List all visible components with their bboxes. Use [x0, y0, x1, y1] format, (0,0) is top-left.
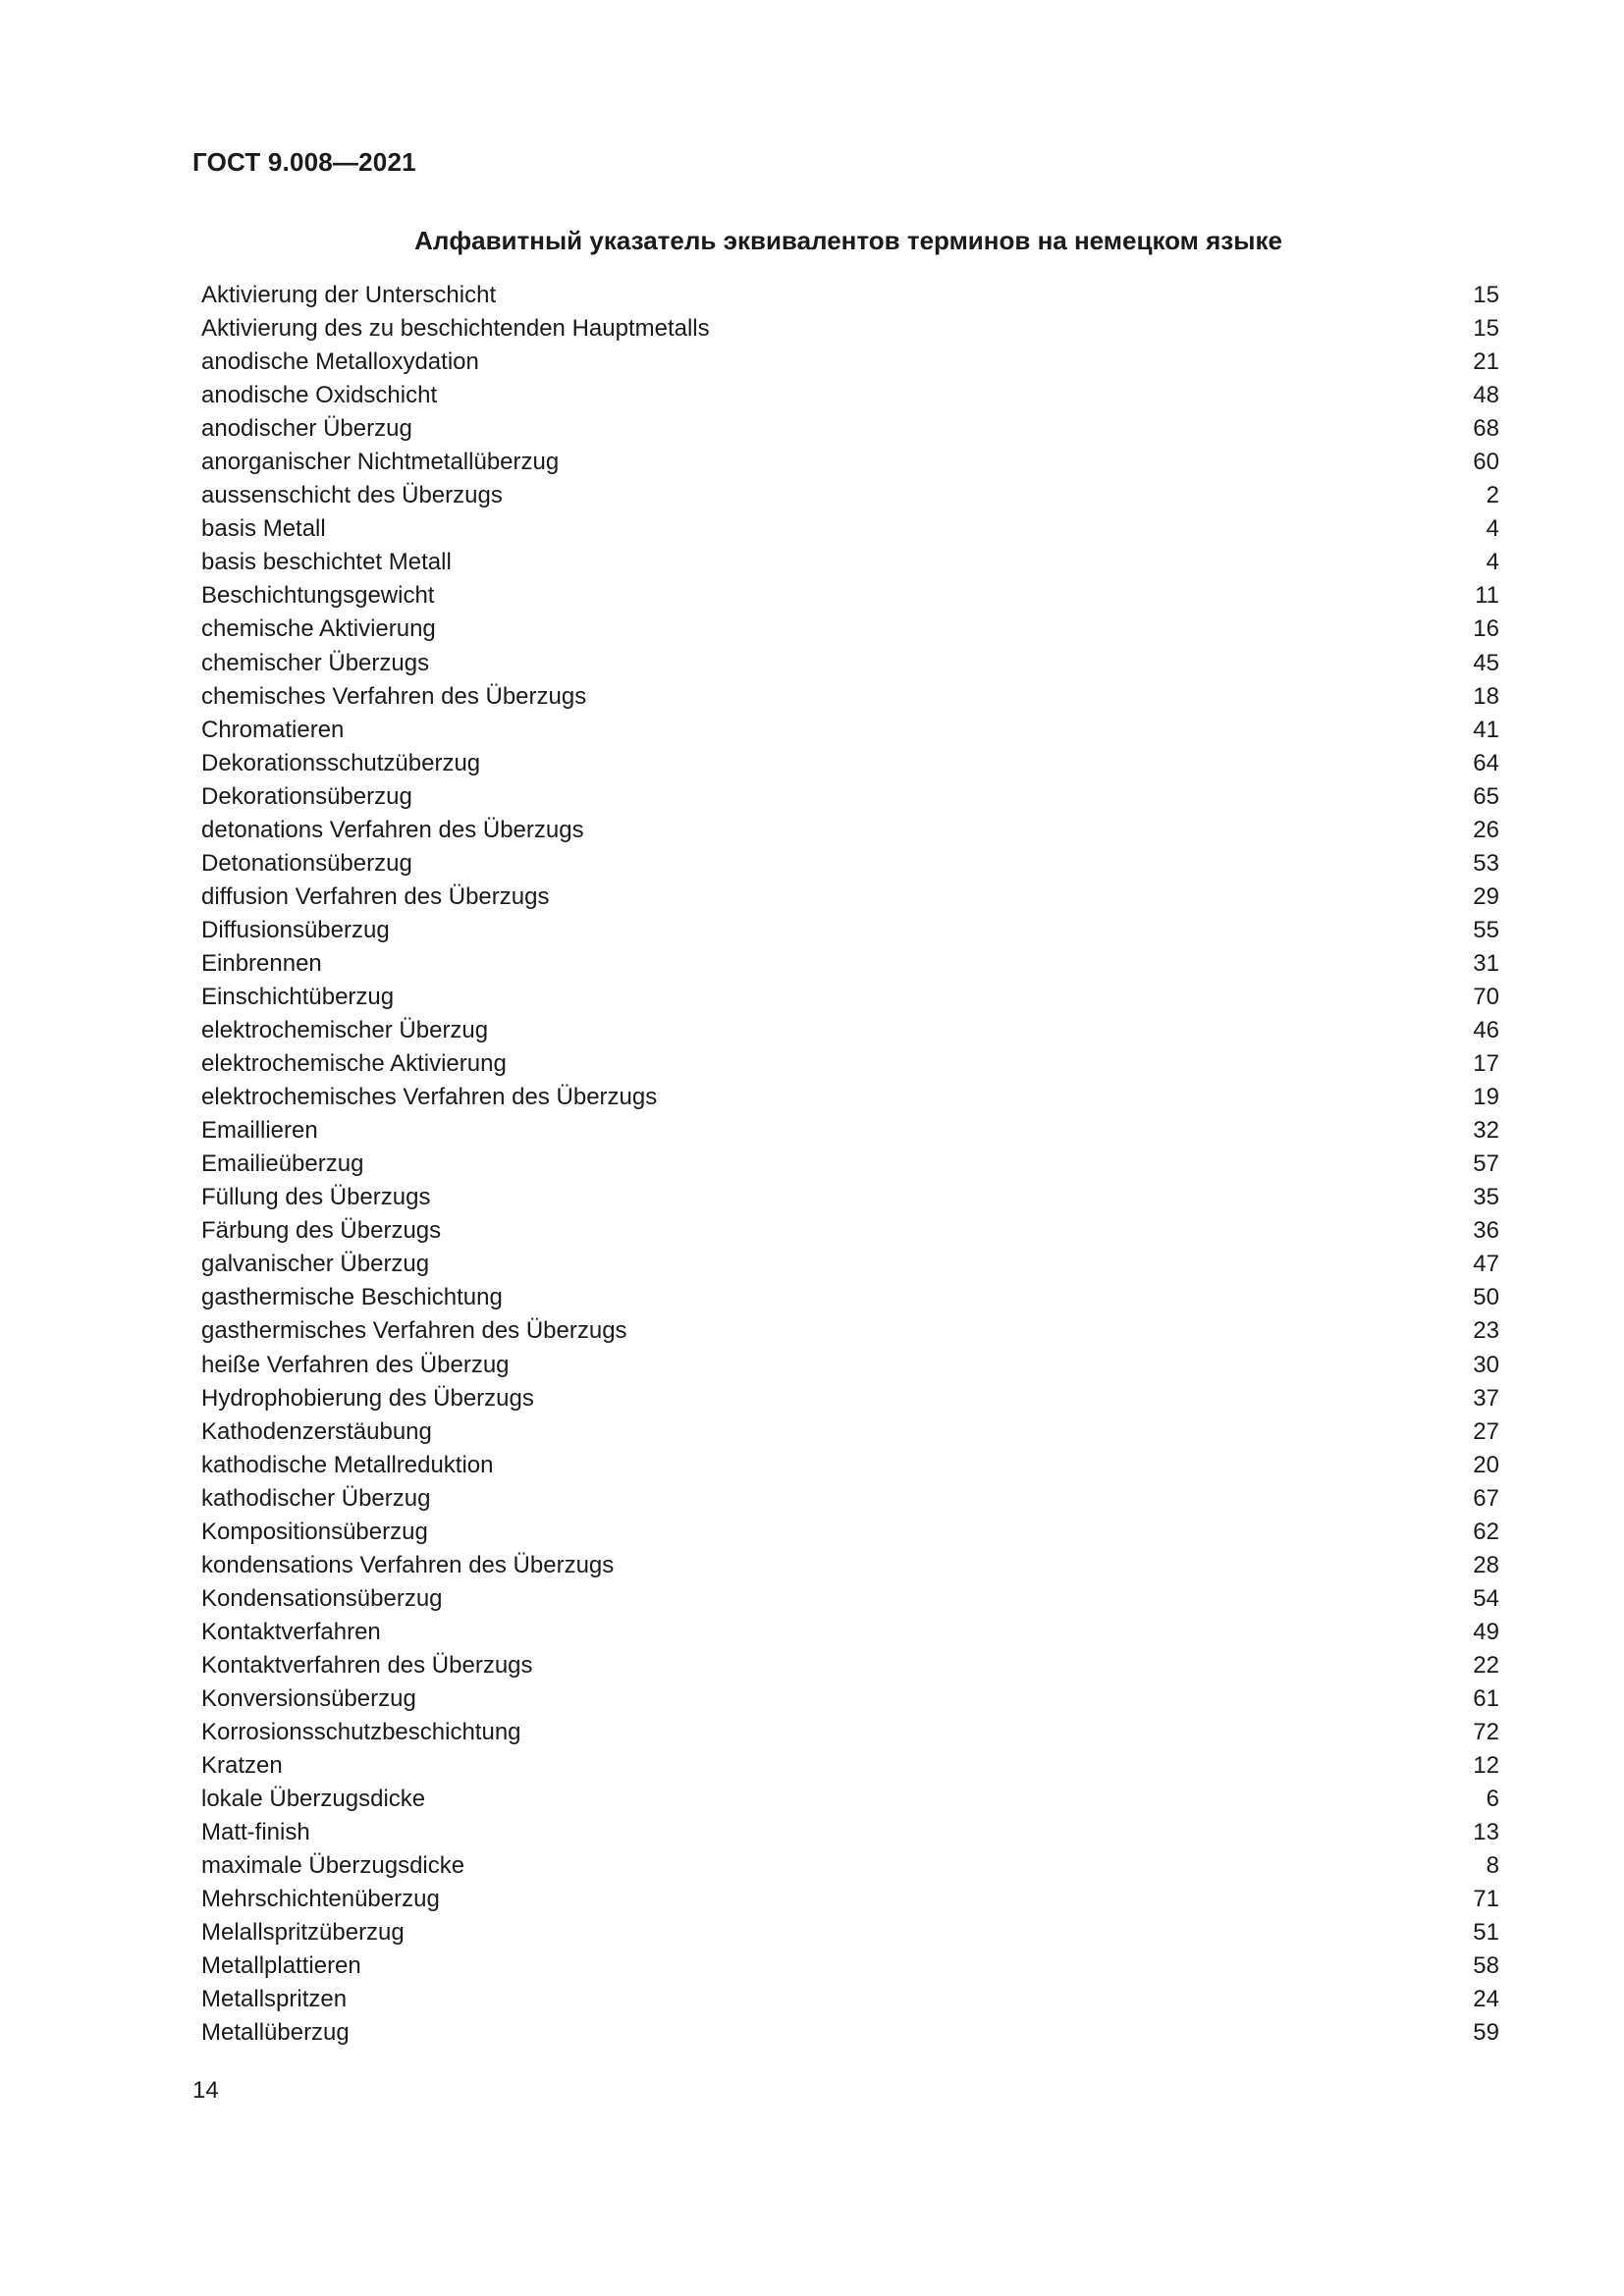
index-entry — [201, 1582, 1499, 1616]
index-term: Metallüberzug — [201, 2019, 350, 2047]
index-term: Kratzen — [201, 1752, 283, 1780]
index-term: kathodischer Überzug — [201, 1484, 431, 1512]
index-term: basis beschichtet Metall — [201, 549, 452, 576]
index-term-number: 70 — [1473, 983, 1499, 1010]
index-entry — [201, 546, 1499, 579]
index-term: Kontaktverfahren des Überzugs — [201, 1651, 533, 1679]
index-entry — [201, 1783, 1499, 1816]
index-term-number: 50 — [1473, 1284, 1499, 1311]
index-entry — [201, 1516, 1499, 1549]
index-term: diffusion Verfahren des Überzugs — [201, 882, 550, 910]
index-term-number: 4 — [1486, 549, 1499, 576]
index-term: Metallspritzen — [201, 1986, 348, 2013]
index-entry — [201, 1482, 1499, 1516]
index-entry — [201, 947, 1499, 981]
index-term-number: 21 — [1473, 348, 1499, 376]
index-term: Färbung des Überzugs — [201, 1217, 442, 1245]
index-term-number: 12 — [1473, 1752, 1499, 1780]
index-term-number: 55 — [1473, 916, 1499, 943]
index-term-number: 67 — [1473, 1484, 1499, 1512]
index-term-number: 36 — [1473, 1217, 1499, 1245]
index-term: Chromatieren — [201, 716, 345, 743]
index-entry — [201, 1616, 1499, 1649]
index-entry — [201, 1949, 1499, 1983]
index-entry — [201, 1114, 1499, 1148]
index-term: Aktivierung des zu beschichtenden Hauptmetalls — [201, 315, 710, 343]
index-entry — [201, 379, 1499, 412]
index-term-number: 11 — [1475, 582, 1499, 610]
index-entry — [201, 2016, 1499, 2050]
standard-code: ГОСТ 9.008—2021 — [192, 147, 416, 177]
index-term: anorganischer Nichtmetallüberzug — [201, 449, 560, 476]
index-term-number: 8 — [1486, 1852, 1499, 1880]
index-term: anodische Metalloxydation — [201, 348, 479, 376]
index-term-number: 46 — [1473, 1017, 1499, 1044]
index-term-number: 24 — [1473, 1986, 1499, 2013]
index-term-number: 2 — [1486, 482, 1499, 509]
index-term-number: 62 — [1473, 1518, 1499, 1545]
index-term-number: 28 — [1473, 1551, 1499, 1578]
index-entry — [201, 647, 1499, 680]
index-entry — [201, 1415, 1499, 1449]
index-entry — [201, 446, 1499, 479]
index-term-number: 26 — [1473, 816, 1499, 843]
index-entry — [201, 1716, 1499, 1749]
index-term: Dekorationsschutzüberzug — [201, 749, 481, 776]
page-number: 14 — [192, 2077, 219, 2104]
index-term: Mehrschichtenüberzug — [201, 1886, 440, 1913]
index-term-number: 49 — [1473, 1618, 1499, 1645]
index-entry — [201, 1382, 1499, 1415]
index-term: Beschichtungsgewicht — [201, 582, 435, 610]
index-term: Kompositionsüberzug — [201, 1518, 428, 1545]
index-term-number: 13 — [1473, 1819, 1499, 1846]
index-entry — [201, 1181, 1499, 1214]
index-term-number: 18 — [1473, 682, 1499, 710]
index-term-number: 27 — [1473, 1417, 1499, 1445]
index-term-number: 23 — [1473, 1317, 1499, 1345]
index-term: anodische Oxidschicht — [201, 382, 438, 409]
index-term: heiße Verfahren des Überzug — [201, 1351, 510, 1378]
index-term-number: 30 — [1473, 1351, 1499, 1378]
index-entry — [201, 1682, 1499, 1716]
index-term: elektrochemische Aktivierung — [201, 1050, 507, 1078]
index-term-number: 72 — [1473, 1719, 1499, 1746]
index-term: Kontaktverfahren — [201, 1618, 381, 1645]
index-term-number: 68 — [1473, 415, 1499, 443]
index-entry — [201, 747, 1499, 780]
index-term: lokale Überzugsdicke — [201, 1786, 426, 1813]
index-title: Алфавитный указатель эквивалентов терминов на немецком языке — [414, 226, 1282, 255]
index-entry — [201, 1148, 1499, 1181]
index-term-number: 31 — [1473, 949, 1499, 977]
index-entry — [201, 1349, 1499, 1382]
index-entry — [201, 1047, 1499, 1081]
index-entry — [201, 981, 1499, 1014]
index-entry — [201, 1314, 1499, 1348]
index-term: Dekorationsüberzug — [201, 782, 412, 810]
index-term: gasthermisches Verfahren des Überzugs — [201, 1317, 627, 1345]
index-term: chemischer Überzugs — [201, 649, 430, 676]
index-term-number: 20 — [1473, 1451, 1499, 1478]
index-term: Detonationsüberzug — [201, 849, 412, 877]
index-entry — [201, 1749, 1499, 1783]
index-term: kondensations Verfahren des Überzugs — [201, 1551, 615, 1578]
index-term: kathodische Metallreduktion — [201, 1451, 494, 1478]
index-term: elektrochemisches Verfahren des Überzugs — [201, 1084, 658, 1111]
index-term-number: 32 — [1473, 1117, 1499, 1145]
index-term-number: 19 — [1473, 1084, 1499, 1111]
index-term-number: 37 — [1473, 1384, 1499, 1412]
index-entry — [201, 680, 1499, 714]
index-term-number: 65 — [1473, 782, 1499, 810]
index-term-number: 51 — [1473, 1919, 1499, 1947]
index-term: aussenschicht des Überzugs — [201, 482, 503, 509]
index-term-number: 59 — [1473, 2019, 1499, 2047]
index-term: Korrosionsschutzbeschichtung — [201, 1719, 521, 1746]
index-term-number: 29 — [1473, 882, 1499, 910]
index-entry — [201, 412, 1499, 446]
index-term: Melallspritzüberzug — [201, 1919, 405, 1947]
index-entry — [201, 1449, 1499, 1482]
index-term-number: 15 — [1473, 282, 1499, 308]
index-term: Füllung des Überzugs — [201, 1184, 431, 1211]
index-entry — [201, 881, 1499, 914]
index-entry — [201, 1081, 1499, 1114]
index-term-number: 6 — [1486, 1786, 1499, 1813]
index-term: Aktivierung der Unterschicht — [201, 282, 497, 308]
index-entry — [201, 1916, 1499, 1949]
index-term-number: 17 — [1473, 1050, 1499, 1078]
index-entry — [201, 1883, 1499, 1916]
index-term: Einschichtüberzug — [201, 983, 395, 1010]
index-term: Matt-finish — [201, 1819, 310, 1846]
index-entry — [201, 814, 1499, 847]
index-term: anodischer Überzug — [201, 415, 412, 443]
index-term-number: 16 — [1473, 615, 1499, 643]
index-term: maximale Überzugsdicke — [201, 1852, 465, 1880]
index-term: chemisches Verfahren des Überzugs — [201, 682, 587, 710]
index-entry — [201, 780, 1499, 814]
index-term: Emaillieren — [201, 1117, 318, 1145]
index-entry — [201, 1649, 1499, 1682]
index-term-number: 53 — [1473, 849, 1499, 877]
index-term: Kathodenzerstäubung — [201, 1417, 432, 1445]
index-entry — [201, 1983, 1499, 2016]
index-term-number: 57 — [1473, 1150, 1499, 1178]
index-entry — [201, 714, 1499, 747]
index-term: elektrochemischer Überzug — [201, 1017, 489, 1044]
index-term: Einbrennen — [201, 949, 322, 977]
index-term-number: 41 — [1473, 716, 1499, 743]
index-term-number: 48 — [1473, 382, 1499, 409]
index-term-number: 47 — [1473, 1251, 1499, 1278]
index-entry — [201, 613, 1499, 646]
index-entry — [201, 1248, 1499, 1281]
index-term: detonations Verfahren des Überzugs — [201, 816, 584, 843]
index-entry — [201, 914, 1499, 947]
index-entry — [201, 312, 1499, 346]
index-term: Kondensationsüberzug — [201, 1584, 443, 1612]
index-entry — [201, 1549, 1499, 1582]
index-term: Hydrophobierung des Überzugs — [201, 1384, 534, 1412]
index-term: gasthermische Beschichtung — [201, 1284, 503, 1311]
index-term-number: 22 — [1473, 1651, 1499, 1679]
index-term-number: 71 — [1473, 1886, 1499, 1913]
index-entry — [201, 1849, 1499, 1883]
index-term-number: 45 — [1473, 649, 1499, 676]
index-term-number: 60 — [1473, 449, 1499, 476]
index-term-number: 15 — [1473, 315, 1499, 343]
index-entry — [201, 1816, 1499, 1849]
index-term: Metallplattieren — [201, 1952, 361, 1980]
index-entry — [201, 512, 1499, 546]
index-entry — [201, 847, 1499, 881]
index-term-number: 61 — [1473, 1684, 1499, 1712]
index-term-number: 58 — [1473, 1952, 1499, 1980]
index-term-number: 54 — [1473, 1584, 1499, 1612]
index-term: chemische Aktivierung — [201, 615, 436, 643]
index-entry — [201, 579, 1499, 613]
index-term: galvanischer Überzug — [201, 1251, 430, 1278]
index-term-number: 35 — [1473, 1184, 1499, 1211]
index-list — [201, 279, 1499, 2050]
index-term-number: 64 — [1473, 749, 1499, 776]
index-term: Emailieüberzug — [201, 1150, 364, 1178]
index-term: Diffusionsüberzug — [201, 916, 390, 943]
index-entry — [201, 279, 1499, 312]
index-term: Konversionsüberzug — [201, 1684, 416, 1712]
index-term: basis Metall — [201, 515, 326, 543]
index-entry — [201, 1014, 1499, 1047]
index-entry — [201, 346, 1499, 379]
index-term-number: 4 — [1486, 515, 1499, 543]
index-entry — [201, 479, 1499, 512]
index-entry — [201, 1281, 1499, 1314]
index-entry — [201, 1214, 1499, 1248]
